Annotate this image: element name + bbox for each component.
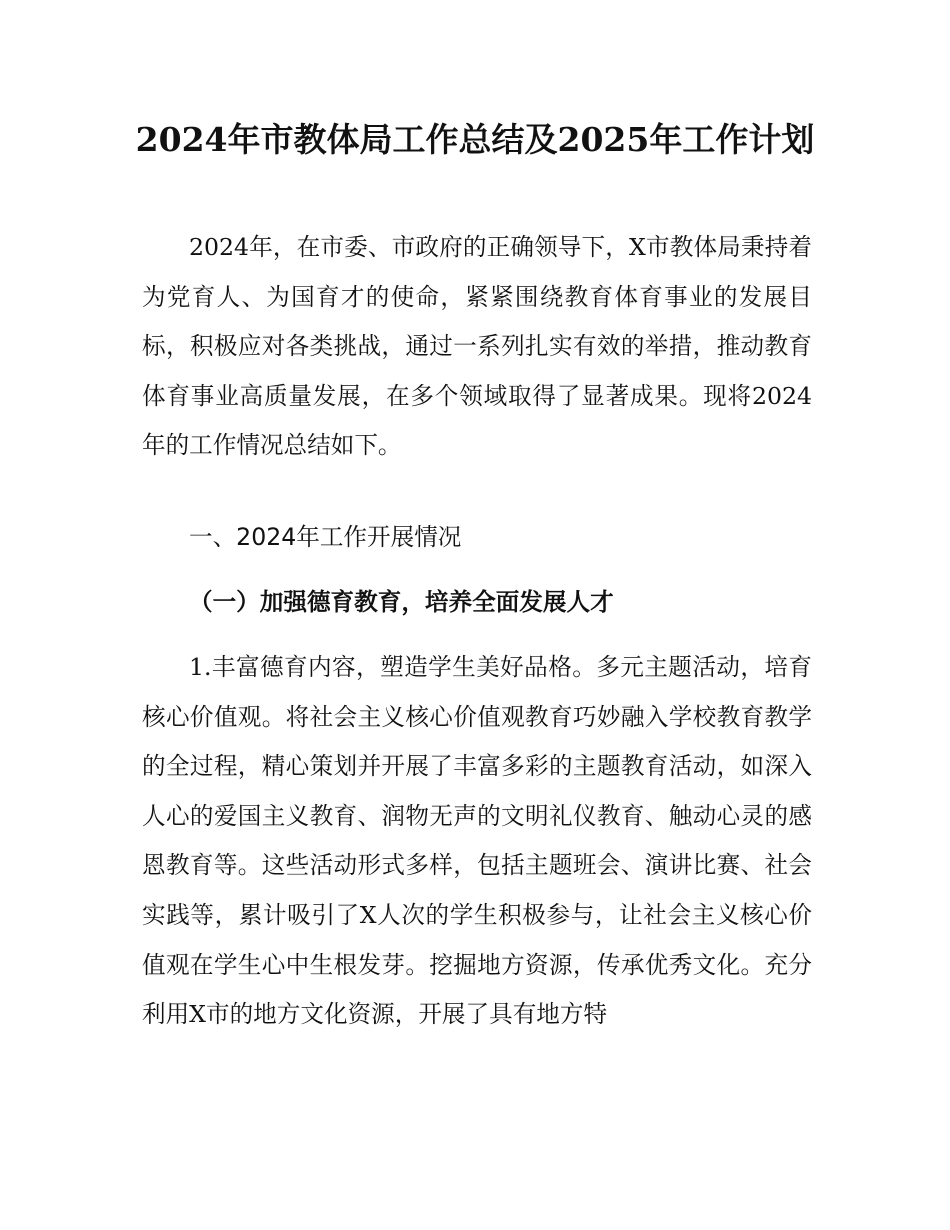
intro-paragraph: 2024年，在市委、市政府的正确领导下，X市教体局秉持着为党育人、为国育才的使命，紧紧围绕教育体育事业的发展目标，积极应对各类挑战，通过一系列扎实有效的举措，推动教育体育事业高质量发展，在多个领域取得了显著成果。现将2024年的工作情况总结如下。 xyxy=(142,233,812,460)
section-heading: 一、2024年工作开展情况 xyxy=(189,523,462,551)
body-paragraph: 1.丰富德育内容，塑造学生美好品格。多元主题活动，培育核心价值观。将社会主义核心价值观教育巧妙融入学校教育教学的全过程，精心策划并开展了丰富多彩的主题教育活动，如深入人心的爱国主义教育、润物无声的文明礼仪教育、触动心灵的感恩教育等。这些活动形式多样，包括主题班会、演讲比赛、社会实践等，累计吸引了X人次的学生积极参与，让社会主义核心价值观在学生心中生根发芽。挖掘地方资源，传承优秀文化。充分利用X市的地方文化资源，开展了具有地方特 xyxy=(142,653,812,1029)
subsection-heading: （一）加强德育教育，培养全面发展人才 xyxy=(189,588,614,616)
document-title: 2024年市教体局工作总结及2025年工作计划 xyxy=(135,120,815,159)
